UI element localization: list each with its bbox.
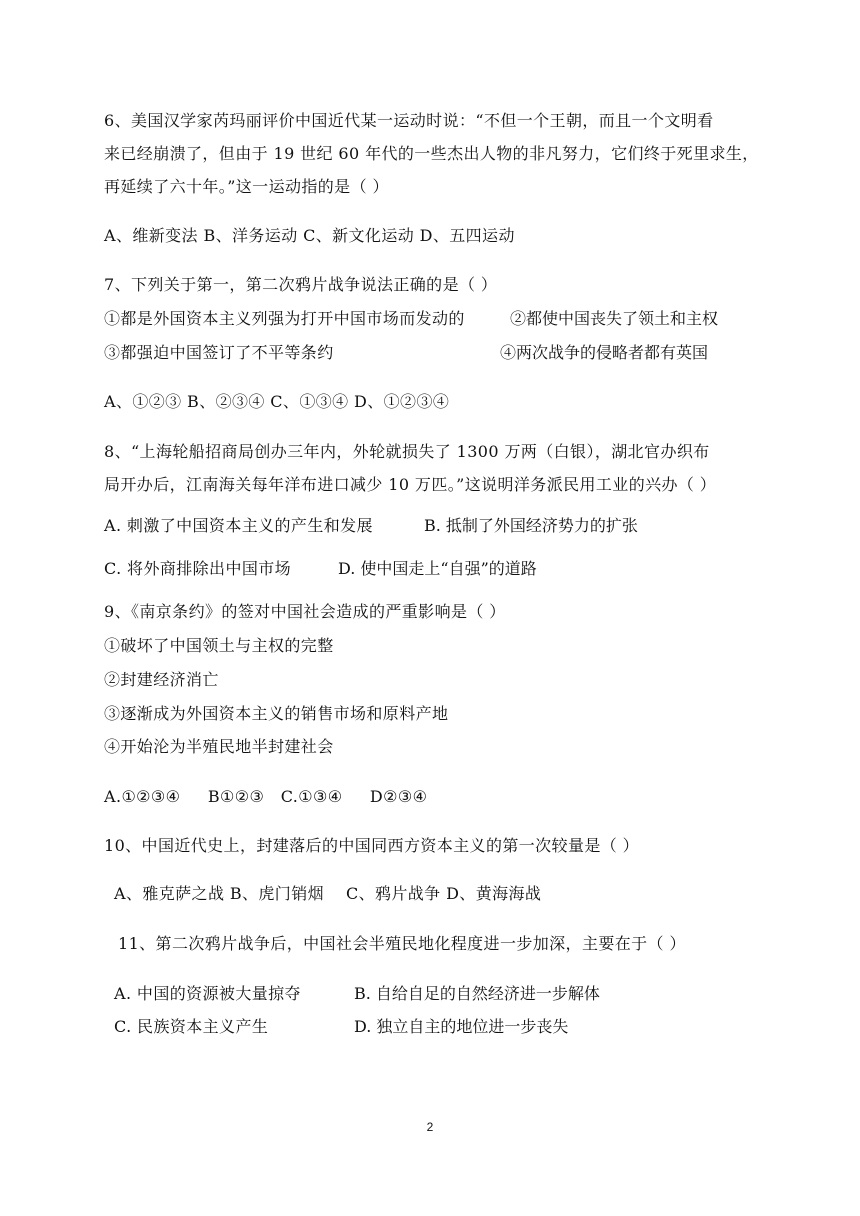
question-9-stem: 9、《南京条约》的签对中国社会造成的严重影响是（ ） — [104, 602, 506, 621]
question-8-option-b: B. 抵制了外国经济势力的扩张 — [424, 516, 638, 535]
question-7-stem: 7、下列关于第一，第二次鸦片战争说法正确的是（ ） — [104, 275, 498, 294]
question-10-options: A、雅克萨之战 B、虎门销烟 C、鸦片战争 D、黄海海战 — [114, 884, 542, 903]
page-number: 2 — [426, 1120, 434, 1134]
question-7-item-3: ③都强迫中国签订了不平等条约 — [104, 343, 334, 362]
question-6-line-1: 6、美国汉学家芮玛丽评价中国近代某一运动时说：“不但一个王朝，而且一个文明看 — [104, 111, 714, 130]
question-9-item-4: ④开始沦为半殖民地半封建社会 — [104, 737, 334, 756]
question-8-option-c: C. 将外商排除出中国市场 — [104, 559, 292, 578]
question-8-option-d: D. 使中国走上“自强”的道路 — [338, 559, 537, 578]
question-9-item-1: ①破坏了中国领土与主权的完整 — [104, 636, 334, 655]
question-7-item-2: ②都使中国丧失了领土和主权 — [510, 309, 719, 328]
question-11-option-b: B. 自给自足的自然经济进一步解体 — [354, 984, 600, 1003]
question-11-option-d: D. 独立自主的地位进一步丧失 — [354, 1017, 569, 1036]
question-9-item-2: ②封建经济消亡 — [104, 670, 219, 689]
question-6-line-2: 来已经崩溃了，但由于 19 世纪 60 年代的一些杰出人物的非凡努力，它们终于死里求生， — [104, 144, 759, 163]
question-11-stem: 11、第二次鸦片战争后，中国社会半殖民地化程度进一步加深，主要在于（ ） — [118, 934, 686, 953]
question-6-line-3: 再延续了六十年。”这一运动指的是（ ） — [104, 177, 389, 196]
question-7-item-1: ①都是外国资本主义列强为打开中国市场而发动的 — [104, 309, 465, 328]
question-11-option-c: C. 民族资本主义产生 — [114, 1017, 269, 1036]
question-10-stem: 10、中国近代史上，封建落后的中国同西方资本主义的第一次较量是（ ） — [104, 836, 640, 855]
question-8-line-1: 8、“上海轮船招商局创办三年内，外轮就损失了 1300 万两（白银），湖北官办织布 — [104, 442, 710, 461]
question-6-options: A、维新变法 B、洋务运动 C、新文化运动 D、五四运动 — [104, 226, 515, 245]
question-9-options: A.①②③④ B①②③ C.①③④ D②③④ — [104, 787, 428, 806]
question-7-item-4: ④两次战争的侵略者都有英国 — [500, 343, 709, 362]
question-11-option-a: A. 中国的资源被大量掠夺 — [114, 984, 301, 1003]
question-8-option-a: A. 刺激了中国资本主义的产生和发展 — [104, 516, 373, 535]
question-8-line-2: 局开办后，江南海关每年洋布进口减少 10 万匹。”这说明洋务派民用工业的兴办（ ） — [104, 475, 717, 494]
question-7-options: A、①②③ B、②③④ C、①③④ D、①②③④ — [104, 392, 450, 411]
question-9-item-3: ③逐渐成为外国资本主义的销售市场和原料产地 — [104, 704, 449, 723]
